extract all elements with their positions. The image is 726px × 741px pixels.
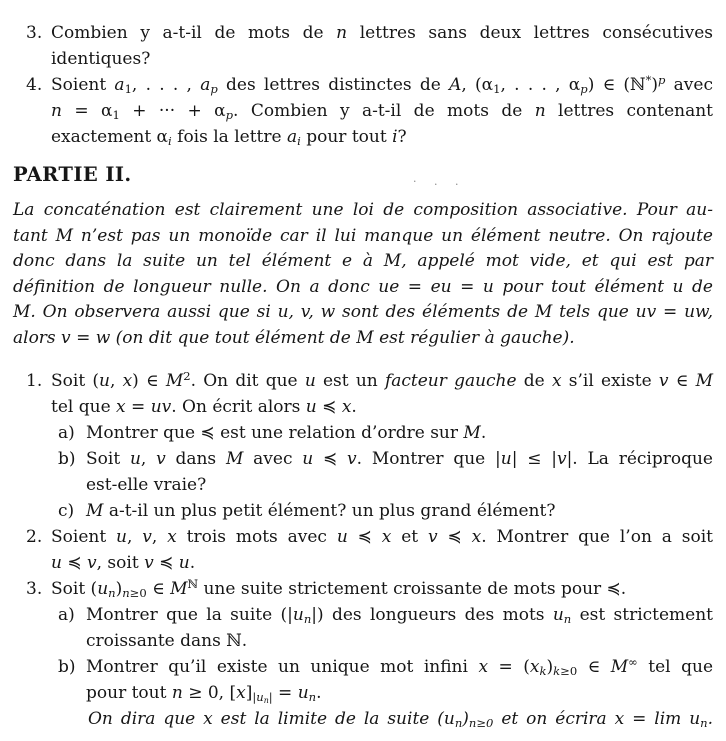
item-3b-label: b)	[58, 657, 76, 677]
item-3b-line-2	[13, 680, 713, 706]
question-3-number: 3.	[26, 23, 43, 43]
item-1c-line-1	[13, 498, 713, 524]
question-4-text-1: Soient $a_1$, . . . , $a_p$ des lettres distinctes de A, ($\alpha_1$, . . . , $\alpha_p$) ∈ (ℕ*)$^p$ avec	[51, 73, 713, 96]
item-1b-line-2	[13, 472, 713, 498]
paragraph-line-5: M. On observera aussi que si u, v, w sont des éléments de M tels que uv = uw,	[13, 302, 713, 322]
item-1b-label: b)	[58, 449, 76, 469]
item-2-text-2: u ≼ v, soit v ≼ u.	[51, 553, 196, 573]
item-3a-line-1	[13, 602, 713, 628]
item-3b-text-1: Montrer qu’il existe un unique mot infini $x = (x_k)_{k\ge 0}$ ∈ M∞ tel que	[86, 655, 714, 678]
item-3-line-1	[13, 576, 713, 602]
item-1a-line-1	[13, 420, 713, 446]
item-1-line-2	[13, 394, 713, 420]
paragraph-line-3: donc dans la suite un tel élément e à M, appelé mot vide, et qui est par	[13, 251, 713, 271]
item-1-line-1	[13, 368, 713, 394]
item-2-text-1: Soient u, v, x trois mots avec u ≼ x et v ≼ x. Montrer que l’on a soit	[51, 527, 713, 547]
item-3-number: 3.	[26, 579, 43, 599]
item-2-line-2	[13, 550, 713, 576]
question-4-line-2	[13, 98, 713, 124]
paragraph-line-6: alors v = w (on dit que tout élément de M est régulier à gauche).	[13, 327, 575, 348]
paragraph-line-2: tant M n’est pas un monoïde car il lui manque un élément neutre. On rajoute	[13, 225, 713, 246]
item-3a-text-1: Montrer que la suite $(|u_n|)$ des longueurs des mots $u_n$ est strictement	[86, 605, 714, 626]
item-1c-text: M a-t-il un plus petit élément? un plus grand élément?	[86, 501, 556, 521]
item-3b-note: On dira que x est la limite de la suite $(u_n)_{n\ge 0}$ et on écrira $x = \lim u_n$.	[88, 709, 713, 730]
item-1b-line-1	[13, 446, 713, 472]
item-1-text-1: Soit (u, x) ∈ $M^2$. On dit que u est un facteur gauche de x s’il existe v ∈ M	[51, 369, 713, 391]
item-2-number: 2.	[26, 527, 43, 547]
question-3-line-2	[13, 46, 713, 72]
item-1-text-2: tel que x = uv. On écrit alors u ≼ x.	[51, 397, 357, 417]
question-4-line-1	[13, 72, 713, 98]
question-4-line-3	[13, 124, 713, 150]
item-3b-text-2: pour tout n ≥ 0, $[x]_{|u_n|} = u_n$.	[86, 683, 322, 705]
paragraph-line-4: définition de longueur nulle. On a donc ue = eu = u pour tout élément u de	[13, 276, 713, 297]
part2-questions	[13, 368, 713, 732]
question-3-text-1: Combien y a-t-il de mots de n lettres sans deux lettres consécutives	[51, 23, 713, 43]
item-2-line-1	[13, 524, 713, 550]
intro-paragraph	[13, 198, 713, 351]
part2-heading	[13, 163, 713, 187]
paragraph-line-1: La concaténation est clairement une loi de composition associative. Pour au-	[13, 200, 713, 220]
question-4-number: 4.	[26, 75, 43, 95]
item-1b-text-2: est-elle vraie?	[86, 475, 207, 495]
item-3a-line-2	[13, 628, 713, 654]
question-4-text-3: exactement $\alpha_i$ fois la lettre $a_i$ pour tout i?	[51, 127, 407, 148]
item-3a-text-2: croissante dans ℕ.	[86, 631, 248, 651]
item-1c-label: c)	[58, 501, 75, 521]
question-3-line-1	[13, 20, 713, 46]
item-3a-label: a)	[58, 605, 75, 625]
question-4-text-2: $n = \alpha_1$ + ··· + $\alpha_p$. Combien y a-t-il de mots de n lettres contenant	[51, 101, 713, 122]
item-1-number: 1.	[26, 371, 43, 391]
item-1b-text-1: Soit u, v dans M avec u ≼ v. Montrer que |u| ≤ |v|. La réciproque	[86, 449, 713, 469]
item-3b-line-1	[13, 654, 713, 680]
item-1a-text: Montrer que ≼ est une relation d’ordre sur M.	[86, 423, 487, 443]
question-3-text-2: identiques?	[51, 49, 151, 69]
intro-questions	[13, 20, 713, 150]
part2-heading-title: PARTIE II.	[13, 163, 132, 186]
item-3-text-1: Soit $(u_n)_{n\ge 0}$ ∈ $M^ℕ$ une suite strictement croissante de mots pour ≼.	[51, 577, 627, 600]
item-1a-label: a)	[58, 423, 75, 443]
scan-artifact-dots: · . .	[413, 175, 466, 188]
